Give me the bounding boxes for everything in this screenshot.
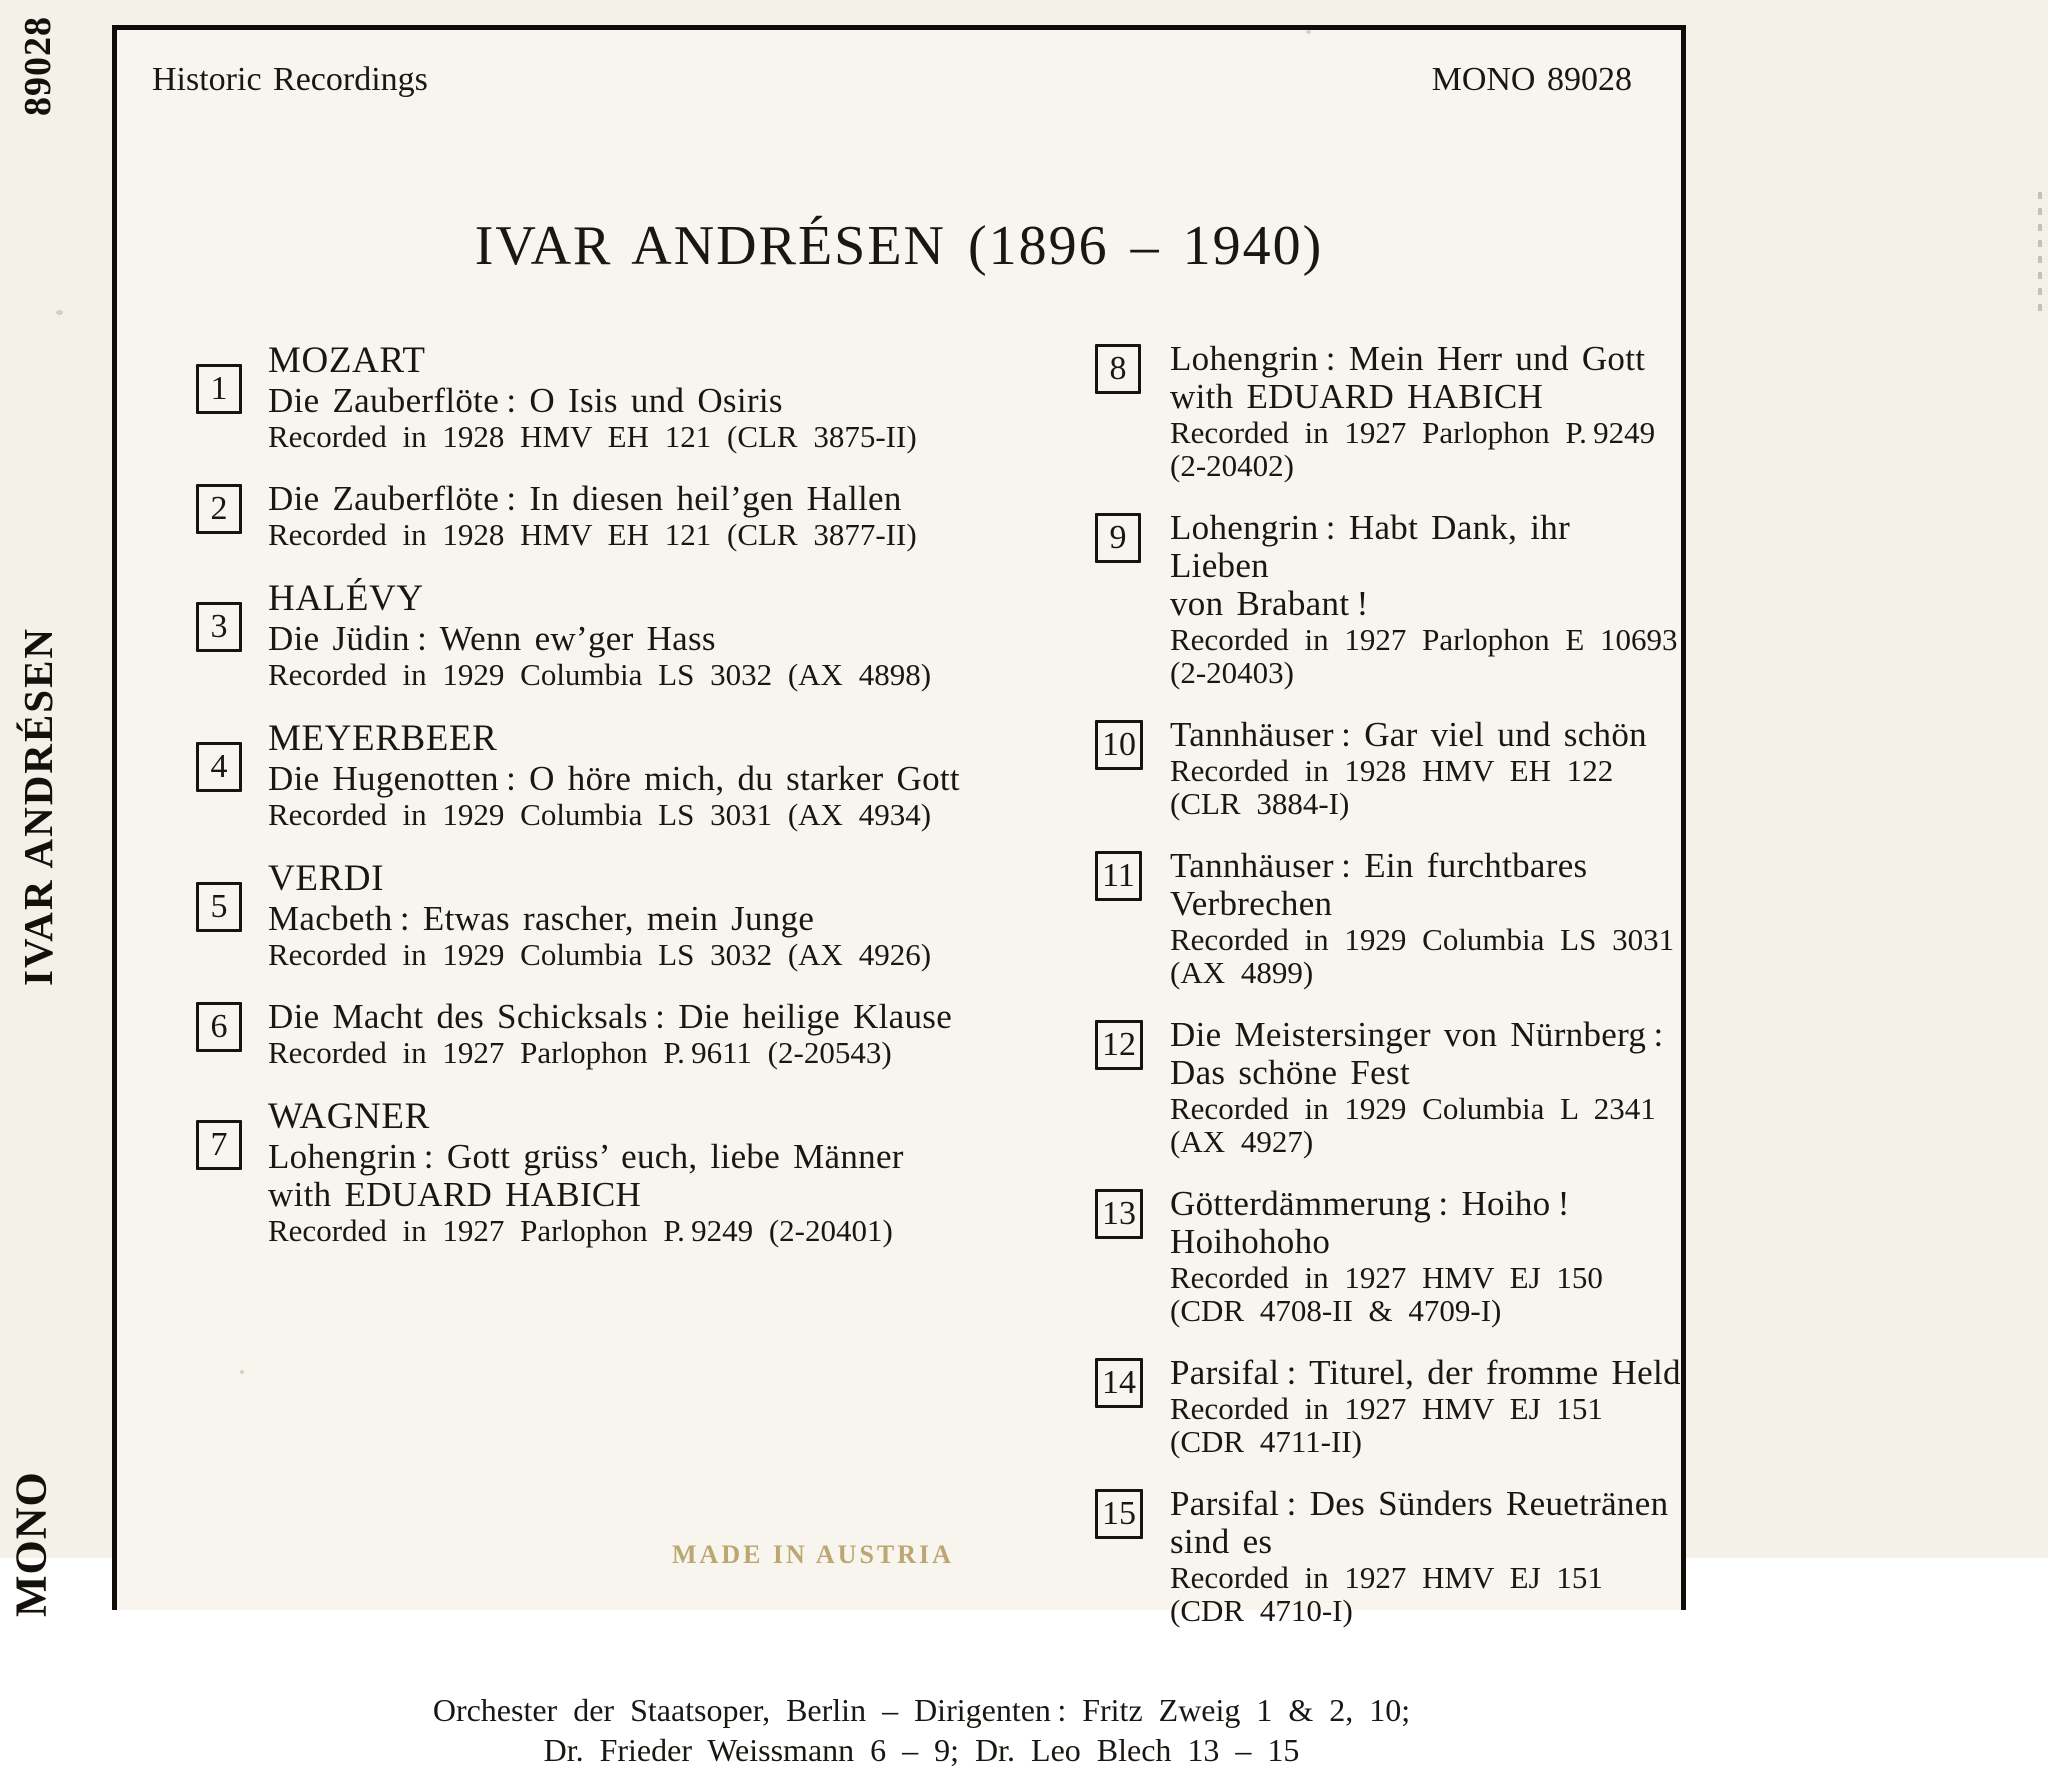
scan-edge-marks — [2038, 192, 2042, 312]
track-text — [1170, 340, 1681, 482]
track-text — [268, 578, 1095, 691]
track-text — [268, 340, 1095, 453]
composer-label: MEYERBEER — [268, 717, 498, 759]
track-title-line: Die Macht des Schicksals : Die heilige Klause — [268, 996, 953, 1036]
track-recording-line: Recorded in 1928 HMV EH 121 (CLR 3875-II) — [268, 418, 917, 454]
composer-label: HALÉVY — [268, 577, 424, 619]
track-item — [1095, 847, 1681, 989]
track-number-column — [1095, 340, 1170, 482]
track-title-line: Die Jüdin : Wenn ew’ger Hass — [268, 618, 716, 658]
track-recording-line: Recorded in 1928 HMV EH 121 (CLR 3877-II) — [268, 516, 917, 552]
scan-speck — [56, 310, 63, 315]
track-title-line: Die Zauberflöte : In diesen heil’gen Hallen — [268, 478, 902, 518]
credits-line-2: Dr. Frieder Weissmann 6 – 9; Dr. Leo Blech 13 – 15 — [543, 1731, 1300, 1768]
scan-speck — [1306, 30, 1311, 34]
track-title-line: with EDUARD HABICH — [1170, 376, 1544, 416]
track-title-line: Götterdämmerung : Hoiho ! Hoihohoho — [1170, 1183, 1570, 1261]
track-number-box: 7 — [196, 1120, 242, 1170]
track-title-line: Tannhäuser : Gar viel und schön — [1170, 714, 1647, 754]
track-text — [268, 858, 1095, 971]
track-text — [1170, 847, 1681, 989]
composer-label: WAGNER — [268, 1095, 430, 1137]
track-title-line: Lohengrin : Mein Herr und Gott — [1170, 338, 1646, 378]
track-item — [1095, 1185, 1681, 1327]
track-title-line: with EDUARD HABICH — [268, 1174, 642, 1214]
track-number-column — [1095, 716, 1170, 820]
track-item — [1095, 509, 1681, 689]
composer-label: MOZART — [268, 339, 426, 381]
track-recording-line: (CDR 4708-II & 4709-I) — [1170, 1292, 1502, 1328]
track-text — [268, 480, 1095, 551]
track-number-box: 11 — [1095, 851, 1142, 901]
track-item — [196, 340, 1095, 453]
track-text — [1170, 716, 1681, 820]
track-text — [1170, 1354, 1681, 1458]
series-label: Historic Recordings — [152, 61, 428, 98]
mono-catalog-label: MONO 89028 — [1431, 61, 1632, 98]
track-number-column — [196, 998, 268, 1069]
track-number-column — [196, 858, 268, 971]
track-recording-line: Recorded in 1929 Columbia LS 3031 (AX 4934) — [268, 796, 932, 832]
track-text — [268, 998, 1095, 1069]
page-title: IVAR ANDRÉSEN (1896 – 1940) — [474, 214, 1324, 277]
track-title-line: Das schöne Fest — [1170, 1052, 1410, 1092]
track-title-line: Lohengrin : Habt Dank, ihr Lieben — [1170, 507, 1571, 585]
track-item — [1095, 1016, 1681, 1158]
track-number-box: 5 — [196, 882, 242, 932]
track-number-column — [196, 480, 268, 551]
spine-mono-label: MONO — [6, 1471, 56, 1617]
track-number-box: 9 — [1095, 513, 1141, 563]
track-number-box: 14 — [1095, 1358, 1143, 1408]
track-number-box: 6 — [196, 1002, 242, 1052]
track-number-box: 4 — [196, 742, 242, 792]
track-item — [1095, 340, 1681, 482]
track-item — [196, 858, 1095, 971]
track-number-column — [1095, 1354, 1170, 1458]
track-list — [117, 340, 1681, 1654]
track-recording-line: Recorded in 1927 HMV EJ 150 — [1170, 1259, 1603, 1295]
track-item — [196, 480, 1095, 551]
track-recording-line: Recorded in 1927 Parlophon E 10693 (2-20403) — [1170, 621, 1678, 690]
content-frame — [112, 25, 1686, 1768]
track-number-box: 8 — [1095, 344, 1141, 394]
track-recording-line: Recorded in 1927 Parlophon P. 9249 (2-20401) — [268, 1212, 893, 1248]
track-title-line: von Brabant ! — [1170, 583, 1369, 623]
track-recording-line: Recorded in 1928 HMV EH 122 (CLR 3884-I) — [1170, 752, 1614, 821]
track-column-left — [196, 340, 1095, 1654]
track-item — [196, 1096, 1095, 1247]
composer-label: VERDI — [268, 857, 385, 899]
track-number-box: 13 — [1095, 1189, 1143, 1239]
track-title-line: Die Zauberflöte : O Isis und Osiris — [268, 380, 783, 420]
track-recording-line: Recorded in 1927 HMV EJ 151 (CDR 4711-II) — [1170, 1390, 1603, 1459]
track-text — [1170, 509, 1681, 689]
track-number-box: 3 — [196, 602, 242, 652]
track-item — [1095, 1354, 1681, 1458]
track-title-line: Tannhäuser : Ein furchtbares Verbrechen — [1170, 845, 1588, 923]
credits — [117, 1690, 1681, 1770]
track-number-column — [1095, 1016, 1170, 1158]
track-number-box: 2 — [196, 484, 242, 534]
track-number-column — [196, 1096, 268, 1247]
track-item — [1095, 716, 1681, 820]
track-recording-line: Recorded in 1929 Columbia LS 3032 (AX 4898) — [268, 656, 932, 692]
track-number-column — [1095, 1185, 1170, 1327]
track-number-box: 10 — [1095, 720, 1143, 770]
track-number-box: 12 — [1095, 1020, 1143, 1070]
track-recording-line: Recorded in 1927 HMV EJ 151 (CDR 4710-I) — [1170, 1559, 1603, 1628]
track-recording-line: Recorded in 1929 Columbia L 2341 (AX 4927) — [1170, 1090, 1656, 1159]
track-title-line: Parsifal : Titurel, der fromme Held — [1170, 1352, 1681, 1392]
track-title-line: Macbeth : Etwas rascher, mein Junge — [268, 898, 815, 938]
track-text — [268, 718, 1095, 831]
track-text — [1170, 1016, 1681, 1158]
bottom-clipped-gold-text: MADE IN AUSTRIA — [672, 1540, 954, 1569]
header-row — [117, 30, 1681, 101]
track-title-line: Die Meistersinger von Nürnberg : — [1170, 1014, 1664, 1054]
track-title-line: Parsifal : Des Sünders Reuetränen sind es — [1170, 1483, 1669, 1561]
track-recording-line: Recorded in 1929 Columbia LS 3031 (AX 4899) — [1170, 921, 1675, 990]
track-recording-line: Recorded in 1929 Columbia LS 3032 (AX 4926) — [268, 936, 932, 972]
spine-catalog-number: 89028 — [17, 16, 59, 116]
track-text — [1170, 1185, 1681, 1327]
track-text — [1170, 1485, 1681, 1627]
track-item — [196, 718, 1095, 831]
track-number-column — [1095, 509, 1170, 689]
track-number-column — [196, 718, 268, 831]
track-number-column — [196, 340, 268, 453]
track-number-box: 15 — [1095, 1489, 1143, 1539]
track-title-line: Lohengrin : Gott grüss’ euch, liebe Männer — [268, 1136, 904, 1176]
track-item — [1095, 1485, 1681, 1627]
track-title-line: Die Hugenotten : O höre mich, du starker Gott — [268, 758, 960, 798]
track-column-right — [1095, 340, 1681, 1654]
track-recording-line: Recorded in 1927 Parlophon P. 9249 (2-20402) — [1170, 414, 1656, 483]
credits-line-1: Orchester der Staatsoper, Berlin – Dirigenten : Fritz Zweig 1 & 2, 10; — [432, 1691, 1411, 1728]
track-text — [268, 1096, 1095, 1247]
track-recording-line: Recorded in 1927 Parlophon P. 9611 (2-20543) — [268, 1034, 892, 1070]
track-number-column — [1095, 847, 1170, 989]
track-number-column — [196, 578, 268, 691]
track-item — [196, 998, 1095, 1069]
scan-speck — [240, 1370, 244, 1374]
track-number-box: 1 — [196, 364, 242, 414]
spine-artist-name: IVAR ANDRÉSEN — [15, 626, 61, 986]
track-number-column — [1095, 1485, 1170, 1627]
track-item — [196, 578, 1095, 691]
